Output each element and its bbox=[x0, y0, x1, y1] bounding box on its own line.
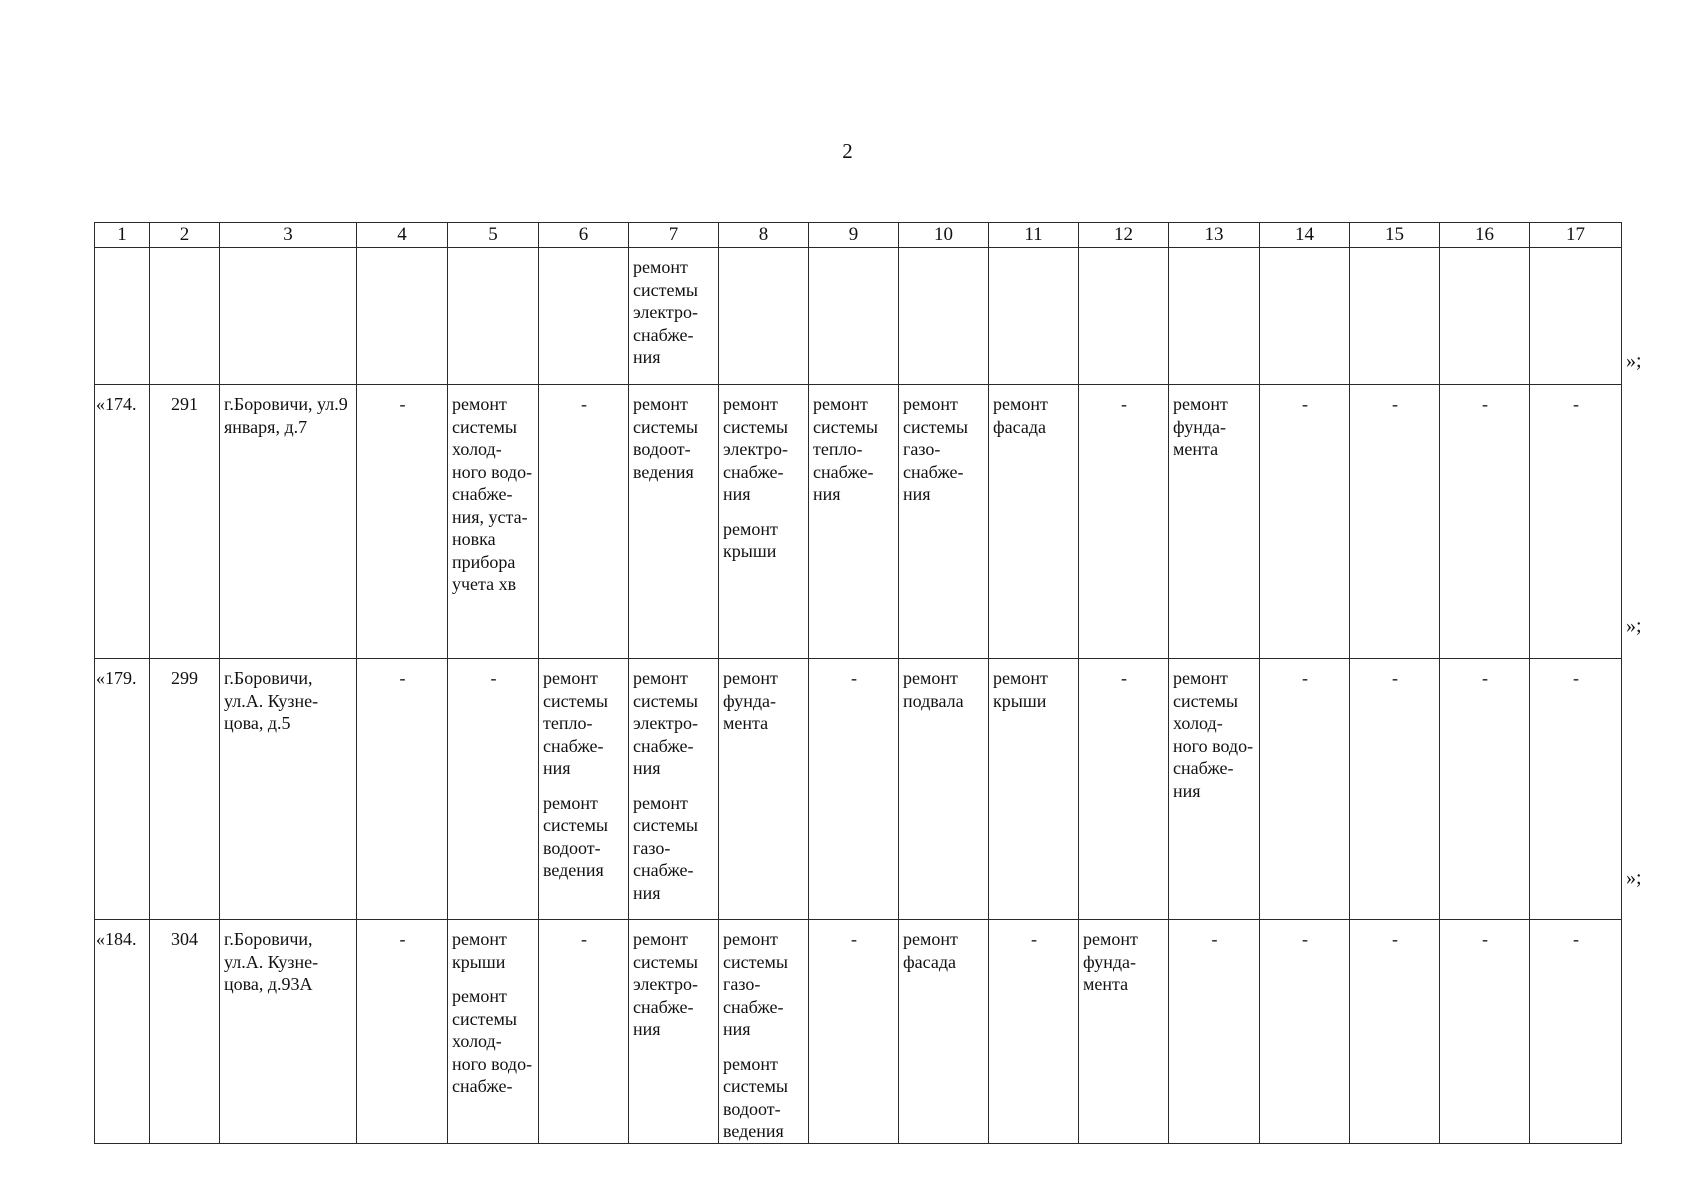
table-cell bbox=[448, 248, 539, 385]
cell-entry: - bbox=[851, 929, 857, 949]
column-number: 9 bbox=[809, 223, 899, 248]
table-cell bbox=[1079, 248, 1169, 385]
table-cell bbox=[1260, 659, 1350, 920]
cell-entry: - bbox=[399, 394, 406, 414]
table-cell bbox=[809, 248, 899, 385]
cell-entry: - bbox=[1031, 929, 1037, 949]
cell-entry: ремонт фунда-мента bbox=[1083, 929, 1138, 994]
cell-entry: ремонт подвала bbox=[903, 668, 964, 711]
cell-entry: 299 bbox=[171, 668, 198, 688]
table-cell bbox=[629, 385, 719, 659]
table-cell bbox=[1079, 920, 1169, 1144]
row-end-mark: »; bbox=[1626, 867, 1642, 889]
column-number: 17 bbox=[1530, 223, 1622, 248]
cell-entry: ремонт системы газо-снабже-ния bbox=[903, 394, 968, 504]
cell-entry: г.Боровичи, ул.А. Кузне-цова, д.93А bbox=[224, 929, 319, 994]
cell-entry: «179. bbox=[96, 668, 137, 688]
table-cell bbox=[1530, 248, 1622, 385]
table-cell bbox=[357, 385, 448, 659]
cell-entry: ремонт системы электро-снабже-ния bbox=[633, 668, 698, 778]
cell-entry: - bbox=[1211, 929, 1218, 949]
column-number: 5 bbox=[448, 223, 539, 248]
table-cell bbox=[1169, 920, 1260, 1144]
table-cell bbox=[899, 659, 989, 920]
table-cell bbox=[899, 920, 989, 1144]
table-cell bbox=[357, 248, 448, 385]
table-cell bbox=[1169, 248, 1260, 385]
table-cell bbox=[150, 385, 220, 659]
cell-entry: - bbox=[1121, 394, 1127, 414]
table-cell bbox=[629, 659, 719, 920]
table-cell bbox=[899, 248, 989, 385]
column-number: 12 bbox=[1079, 223, 1169, 248]
table-cell bbox=[1440, 659, 1530, 920]
cell-entry: - bbox=[1302, 929, 1308, 949]
column-number: 3 bbox=[220, 223, 357, 248]
table-cell bbox=[220, 920, 357, 1144]
column-number: 6 bbox=[539, 223, 629, 248]
table-cell bbox=[1350, 248, 1440, 385]
cell-entry: г.Боровичи, ул.9 января, д.7 bbox=[224, 394, 348, 437]
table-cell bbox=[1530, 659, 1622, 920]
table-cell bbox=[220, 385, 357, 659]
cell-entry: ремонт системы газо-снабже-ния bbox=[633, 792, 698, 903]
cell-entry: - bbox=[1573, 394, 1579, 414]
works-table bbox=[94, 222, 1622, 1144]
table-cell bbox=[448, 385, 539, 659]
table-cell bbox=[539, 920, 629, 1144]
cell-entry: ремонт фасада bbox=[993, 394, 1048, 437]
cell-entry: 291 bbox=[171, 394, 198, 414]
table-cell bbox=[1169, 385, 1260, 659]
table-cell bbox=[95, 248, 150, 385]
table-cell bbox=[719, 659, 809, 920]
table-cell bbox=[220, 248, 357, 385]
cell-entry: «174. bbox=[96, 394, 137, 414]
cell-entry: ремонт системы водоот-ведения bbox=[723, 1053, 788, 1141]
column-number: 4 bbox=[357, 223, 448, 248]
cell-entry: - bbox=[490, 668, 497, 688]
table-cell bbox=[719, 248, 809, 385]
table-row bbox=[95, 920, 1622, 1144]
cell-entry: ремонт фасада bbox=[903, 929, 958, 972]
table-cell bbox=[629, 920, 719, 1144]
cell-entry: «184. bbox=[96, 929, 137, 949]
table-cell bbox=[150, 659, 220, 920]
cell-entry: ремонт системы холод-ного водо-снабже- bbox=[452, 986, 533, 1096]
cell-entry: - bbox=[581, 394, 587, 414]
column-number: 2 bbox=[150, 223, 220, 248]
cell-entry: - bbox=[1573, 668, 1579, 688]
table-cell bbox=[1079, 659, 1169, 920]
table-cell bbox=[95, 385, 150, 659]
column-number: 16 bbox=[1440, 223, 1530, 248]
column-number: 10 bbox=[899, 223, 989, 248]
page-number: 2 bbox=[842, 139, 853, 163]
cell-entry: ремонт системы электро-снабже-ния bbox=[633, 929, 698, 1039]
cell-entry: ремонт системы электро-снабже-ния bbox=[633, 257, 698, 367]
table-cell bbox=[899, 385, 989, 659]
table-cell bbox=[1260, 920, 1350, 1144]
table-cell bbox=[357, 659, 448, 920]
table-cell bbox=[1260, 248, 1350, 385]
cell-entry: ремонт фунда-мента bbox=[1173, 394, 1228, 459]
table-cell bbox=[719, 920, 809, 1144]
table-cell bbox=[357, 920, 448, 1144]
table-cell bbox=[809, 659, 899, 920]
table-cell bbox=[629, 248, 719, 385]
cell-entry: - bbox=[851, 668, 857, 688]
table-cell bbox=[809, 385, 899, 659]
cell-entry: - bbox=[1121, 668, 1127, 688]
cell-entry: ремонт крыши bbox=[723, 518, 778, 561]
table-cell bbox=[1440, 248, 1530, 385]
table-cell bbox=[150, 920, 220, 1144]
table-cell bbox=[1169, 659, 1260, 920]
column-number: 14 bbox=[1260, 223, 1350, 248]
table-cell bbox=[95, 920, 150, 1144]
cell-entry: ремонт крыши bbox=[452, 929, 507, 972]
cell-entry: - bbox=[1392, 668, 1398, 688]
table-cell bbox=[1350, 659, 1440, 920]
cell-entry: ремонт системы холод-ного водо-снабже-ния, уста-новка прибора учета хв bbox=[452, 394, 533, 594]
column-number-row bbox=[95, 223, 1622, 248]
cell-entry: ремонт системы водоот-ведения bbox=[543, 792, 608, 880]
row-end-mark: »; bbox=[1626, 350, 1642, 372]
cell-entry: ремонт системы водоот-ведения bbox=[633, 394, 698, 482]
column-number: 13 bbox=[1169, 223, 1260, 248]
cell-entry: - bbox=[1573, 929, 1579, 949]
table-cell bbox=[448, 659, 539, 920]
cell-entry: - bbox=[1482, 929, 1488, 949]
table-cell bbox=[989, 920, 1079, 1144]
table-cell bbox=[719, 385, 809, 659]
cell-entry: 304 bbox=[171, 929, 198, 949]
cell-entry: ремонт системы холод-ного водо-снабже-ния bbox=[1173, 668, 1254, 801]
table-cell bbox=[1440, 385, 1530, 659]
table-cell bbox=[1350, 385, 1440, 659]
table-cell bbox=[539, 248, 629, 385]
table-cell bbox=[989, 248, 1079, 385]
column-number: 8 bbox=[719, 223, 809, 248]
cell-entry: ремонт фунда-мента bbox=[723, 668, 778, 733]
cell-entry: - bbox=[1392, 394, 1398, 414]
table-cell bbox=[1530, 920, 1622, 1144]
cell-entry: ремонт системы газо-снабже-ния bbox=[723, 929, 788, 1039]
cell-entry: ремонт системы тепло-снабже-ния bbox=[813, 394, 878, 504]
table-cell bbox=[989, 385, 1079, 659]
cell-entry: - bbox=[1482, 394, 1488, 414]
table-cell bbox=[1440, 920, 1530, 1144]
table-cell bbox=[539, 385, 629, 659]
column-number: 1 bbox=[95, 223, 150, 248]
table-cell bbox=[1079, 385, 1169, 659]
column-number: 15 bbox=[1350, 223, 1440, 248]
table-cell bbox=[809, 920, 899, 1144]
column-number: 7 bbox=[629, 223, 719, 248]
table-cell bbox=[539, 659, 629, 920]
table-cell bbox=[1260, 385, 1350, 659]
cell-entry: - bbox=[1302, 668, 1308, 688]
cell-entry: - bbox=[1482, 668, 1488, 688]
table-cell bbox=[95, 659, 150, 920]
table-row bbox=[95, 248, 1622, 385]
table-row bbox=[95, 385, 1622, 659]
row-end-mark: »; bbox=[1626, 615, 1642, 637]
cell-entry: - bbox=[399, 668, 406, 688]
table-cell bbox=[1530, 385, 1622, 659]
table-cell bbox=[448, 920, 539, 1144]
table-cell bbox=[220, 659, 357, 920]
cell-entry: ремонт системы электро-снабже-ния bbox=[723, 394, 788, 504]
cell-entry: - bbox=[1302, 394, 1308, 414]
cell-entry: - bbox=[581, 929, 587, 949]
cell-entry: - bbox=[399, 929, 406, 949]
table-cell bbox=[150, 248, 220, 385]
cell-entry: ремонт системы тепло-снабже-ния bbox=[543, 668, 608, 778]
table-cell bbox=[1350, 920, 1440, 1144]
table-row bbox=[95, 659, 1622, 920]
column-number: 11 bbox=[989, 223, 1079, 248]
cell-entry: г.Боровичи, ул.А. Кузне-цова, д.5 bbox=[224, 668, 319, 733]
cell-entry: ремонт крыши bbox=[993, 668, 1048, 711]
cell-entry: - bbox=[1392, 929, 1398, 949]
table-cell bbox=[989, 659, 1079, 920]
